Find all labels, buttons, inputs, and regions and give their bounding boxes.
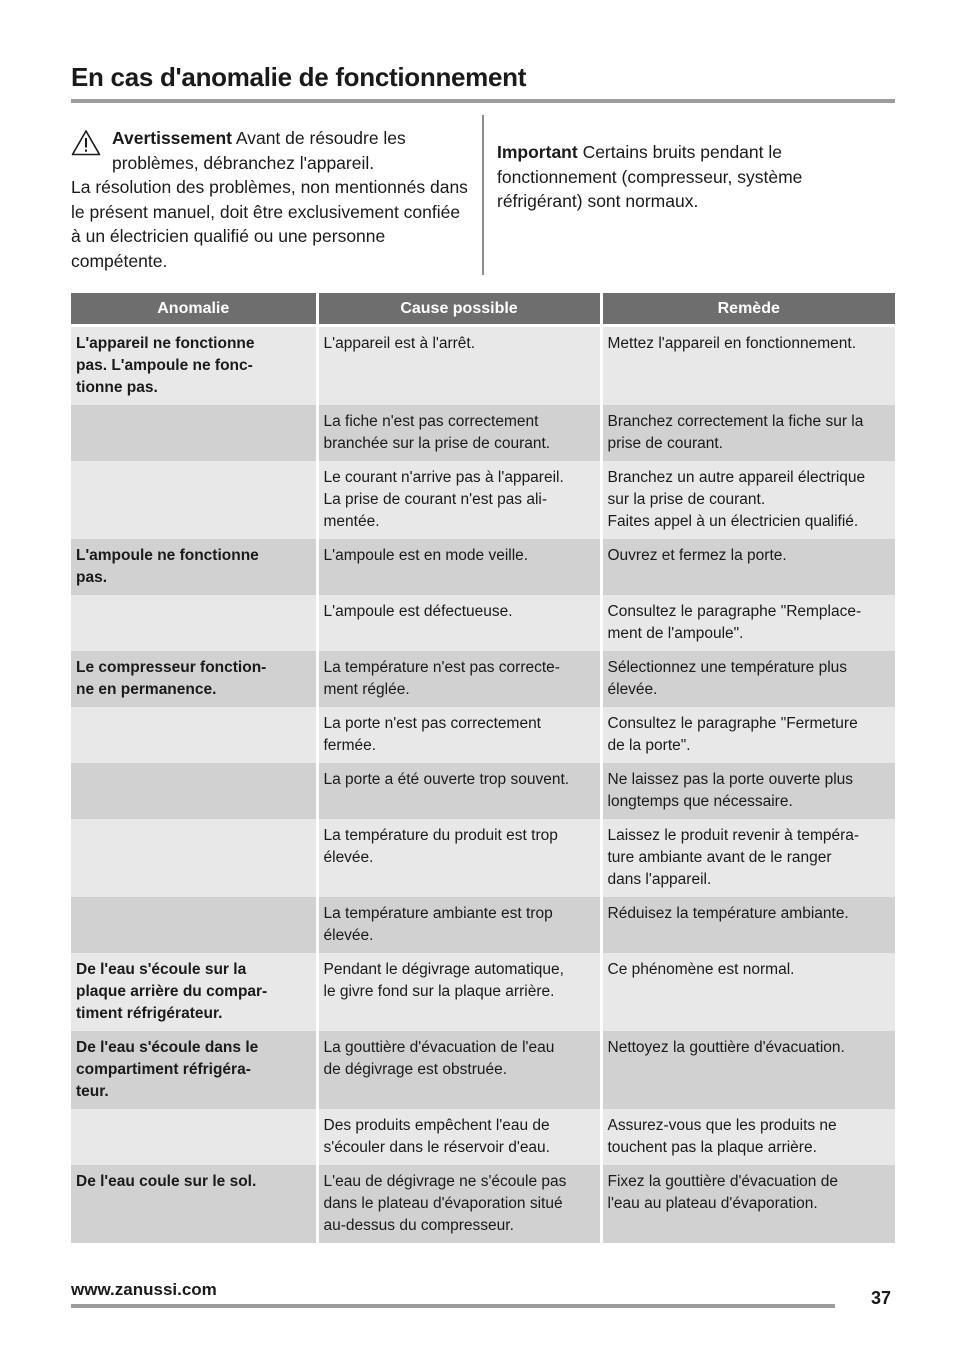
- remedy-cell: Branchez correctement la fiche sur la prise de courant.: [601, 405, 895, 461]
- table-row: [71, 1031, 895, 1109]
- anomaly-cell: De l'eau s'écoule sur la plaque arrière du compar- timent réfrigérateur.: [71, 953, 317, 1031]
- important-lead: Important: [497, 142, 578, 162]
- cause-cell: Le courant n'arrive pas à l'appareil. La prise de courant n'est pas ali- mentée.: [317, 461, 601, 539]
- remedy-cell: Réduisez la température ambiante.: [601, 897, 895, 953]
- remedy-cell: Consultez le paragraphe "Remplace- ment de l'ampoule".: [601, 595, 895, 651]
- remedy-cell: Ne laissez pas la porte ouverte plus longtemps que nécessaire.: [601, 763, 895, 819]
- anomaly-cell: [71, 595, 317, 651]
- cause-cell: La porte n'est pas correctement fermée.: [317, 707, 601, 763]
- table-row: [71, 595, 895, 651]
- table-header-row: [71, 293, 895, 324]
- anomaly-cell: [71, 461, 317, 539]
- intro-divider: [482, 115, 484, 275]
- header-cause: Cause possible: [317, 293, 601, 324]
- anomaly-cell: [71, 405, 317, 461]
- page-number: 37: [871, 1288, 892, 1308]
- cause-cell: Des produits empêchent l'eau de s'écouler dans le réservoir d'eau.: [317, 1109, 601, 1165]
- page-title: En cas d'anomalie de fonctionnement: [71, 62, 527, 92]
- cause-cell: L'ampoule est en mode veille.: [317, 539, 601, 595]
- remedy-cell: Mettez l'appareil en fonctionnement.: [601, 327, 895, 405]
- header-anomaly: Anomalie: [71, 293, 317, 324]
- table-row: [71, 953, 895, 1031]
- remedy-cell: Ouvrez et fermez la porte.: [601, 539, 895, 595]
- anomaly-cell: De l'eau coule sur le sol.: [71, 1165, 317, 1243]
- title-rule: [71, 99, 895, 103]
- table-row: [71, 897, 895, 953]
- remedy-cell: Ce phénomène est normal.: [601, 953, 895, 1031]
- footer-url: www.zanussi.com: [71, 1280, 217, 1299]
- anomaly-cell: [71, 897, 317, 953]
- remedy-cell: Assurez-vous que les produits ne touchent pas la plaque arrière.: [601, 1109, 895, 1165]
- anomaly-cell: L'ampoule ne fonctionne pas.: [71, 539, 317, 595]
- cause-cell: La porte a été ouverte trop souvent.: [317, 763, 601, 819]
- cause-cell: La température ambiante est trop élevée.: [317, 897, 601, 953]
- troubleshooting-table: [71, 293, 895, 1243]
- table-row: [71, 461, 895, 539]
- cause-cell: L'eau de dégivrage ne s'écoule pas dans le plateau d'évaporation situé au-dessus du compresseur.: [317, 1165, 601, 1243]
- anomaly-cell: [71, 1109, 317, 1165]
- table-row: [71, 405, 895, 461]
- remedy-cell: Consultez le paragraphe "Fermeture de la porte".: [601, 707, 895, 763]
- cause-cell: La température du produit est trop élevée.: [317, 819, 601, 897]
- warning-text: Avant de résoudre les problèmes, débranchez l'appareil.: [112, 128, 406, 173]
- cause-cell: La fiche n'est pas correctement branchée sur la prise de courant.: [317, 405, 601, 461]
- remedy-cell: Nettoyez la gouttière d'évacuation.: [601, 1031, 895, 1109]
- important-note: [497, 140, 887, 214]
- anomaly-cell: [71, 763, 317, 819]
- warning-block: [71, 126, 471, 175]
- table-row: [71, 539, 895, 595]
- cause-cell: L'appareil est à l'arrêt.: [317, 327, 601, 405]
- table-row: [71, 819, 895, 897]
- cause-cell: L'ampoule est défectueuse.: [317, 595, 601, 651]
- anomaly-cell: De l'eau s'écoule dans le compartiment réfrigéra- teur.: [71, 1031, 317, 1109]
- anomaly-cell: Le compresseur fonction- ne en permanence.: [71, 651, 317, 707]
- cause-cell: Pendant le dégivrage automatique, le givre fond sur la plaque arrière.: [317, 953, 601, 1031]
- remedy-cell: Branchez un autre appareil électrique sur la prise de courant. Faites appel à un électricien qualifié.: [601, 461, 895, 539]
- table-row: [71, 763, 895, 819]
- remedy-cell: Fixez la gouttière d'évacuation de l'eau au plateau d'évaporation.: [601, 1165, 895, 1243]
- warning-section: [71, 126, 471, 273]
- footer-rule: [71, 1304, 835, 1308]
- warning-body: La résolution des problèmes, non mentionnés dans le présent manuel, doit être exclusivement confiée à un électricien qualifié ou une personne compétente.: [71, 177, 468, 271]
- warning-triangle-icon: [71, 129, 101, 156]
- cause-cell: La température n'est pas correcte- ment réglée.: [317, 651, 601, 707]
- table-row: [71, 651, 895, 707]
- table-row: [71, 1109, 895, 1165]
- table-row: [71, 707, 895, 763]
- anomaly-cell: [71, 707, 317, 763]
- table-row: [71, 1165, 895, 1243]
- cause-cell: La gouttière d'évacuation de l'eau de dégivrage est obstruée.: [317, 1031, 601, 1109]
- remedy-cell: Sélectionnez une température plus élevée.: [601, 651, 895, 707]
- header-remedy: Remède: [601, 293, 895, 324]
- anomaly-cell: L'appareil ne fonctionne pas. L'ampoule ne fonc- tionne pas.: [71, 327, 317, 405]
- remedy-cell: Laissez le produit revenir à tempéra- ture ambiante avant de le ranger dans l'appareil.: [601, 819, 895, 897]
- anomaly-cell: [71, 819, 317, 897]
- table-row: [71, 327, 895, 405]
- warning-lead: Avertissement: [112, 128, 232, 148]
- important-text: Certains bruits pendant le fonctionnement (compresseur, système réfrigérant) sont normaux.: [497, 142, 803, 211]
